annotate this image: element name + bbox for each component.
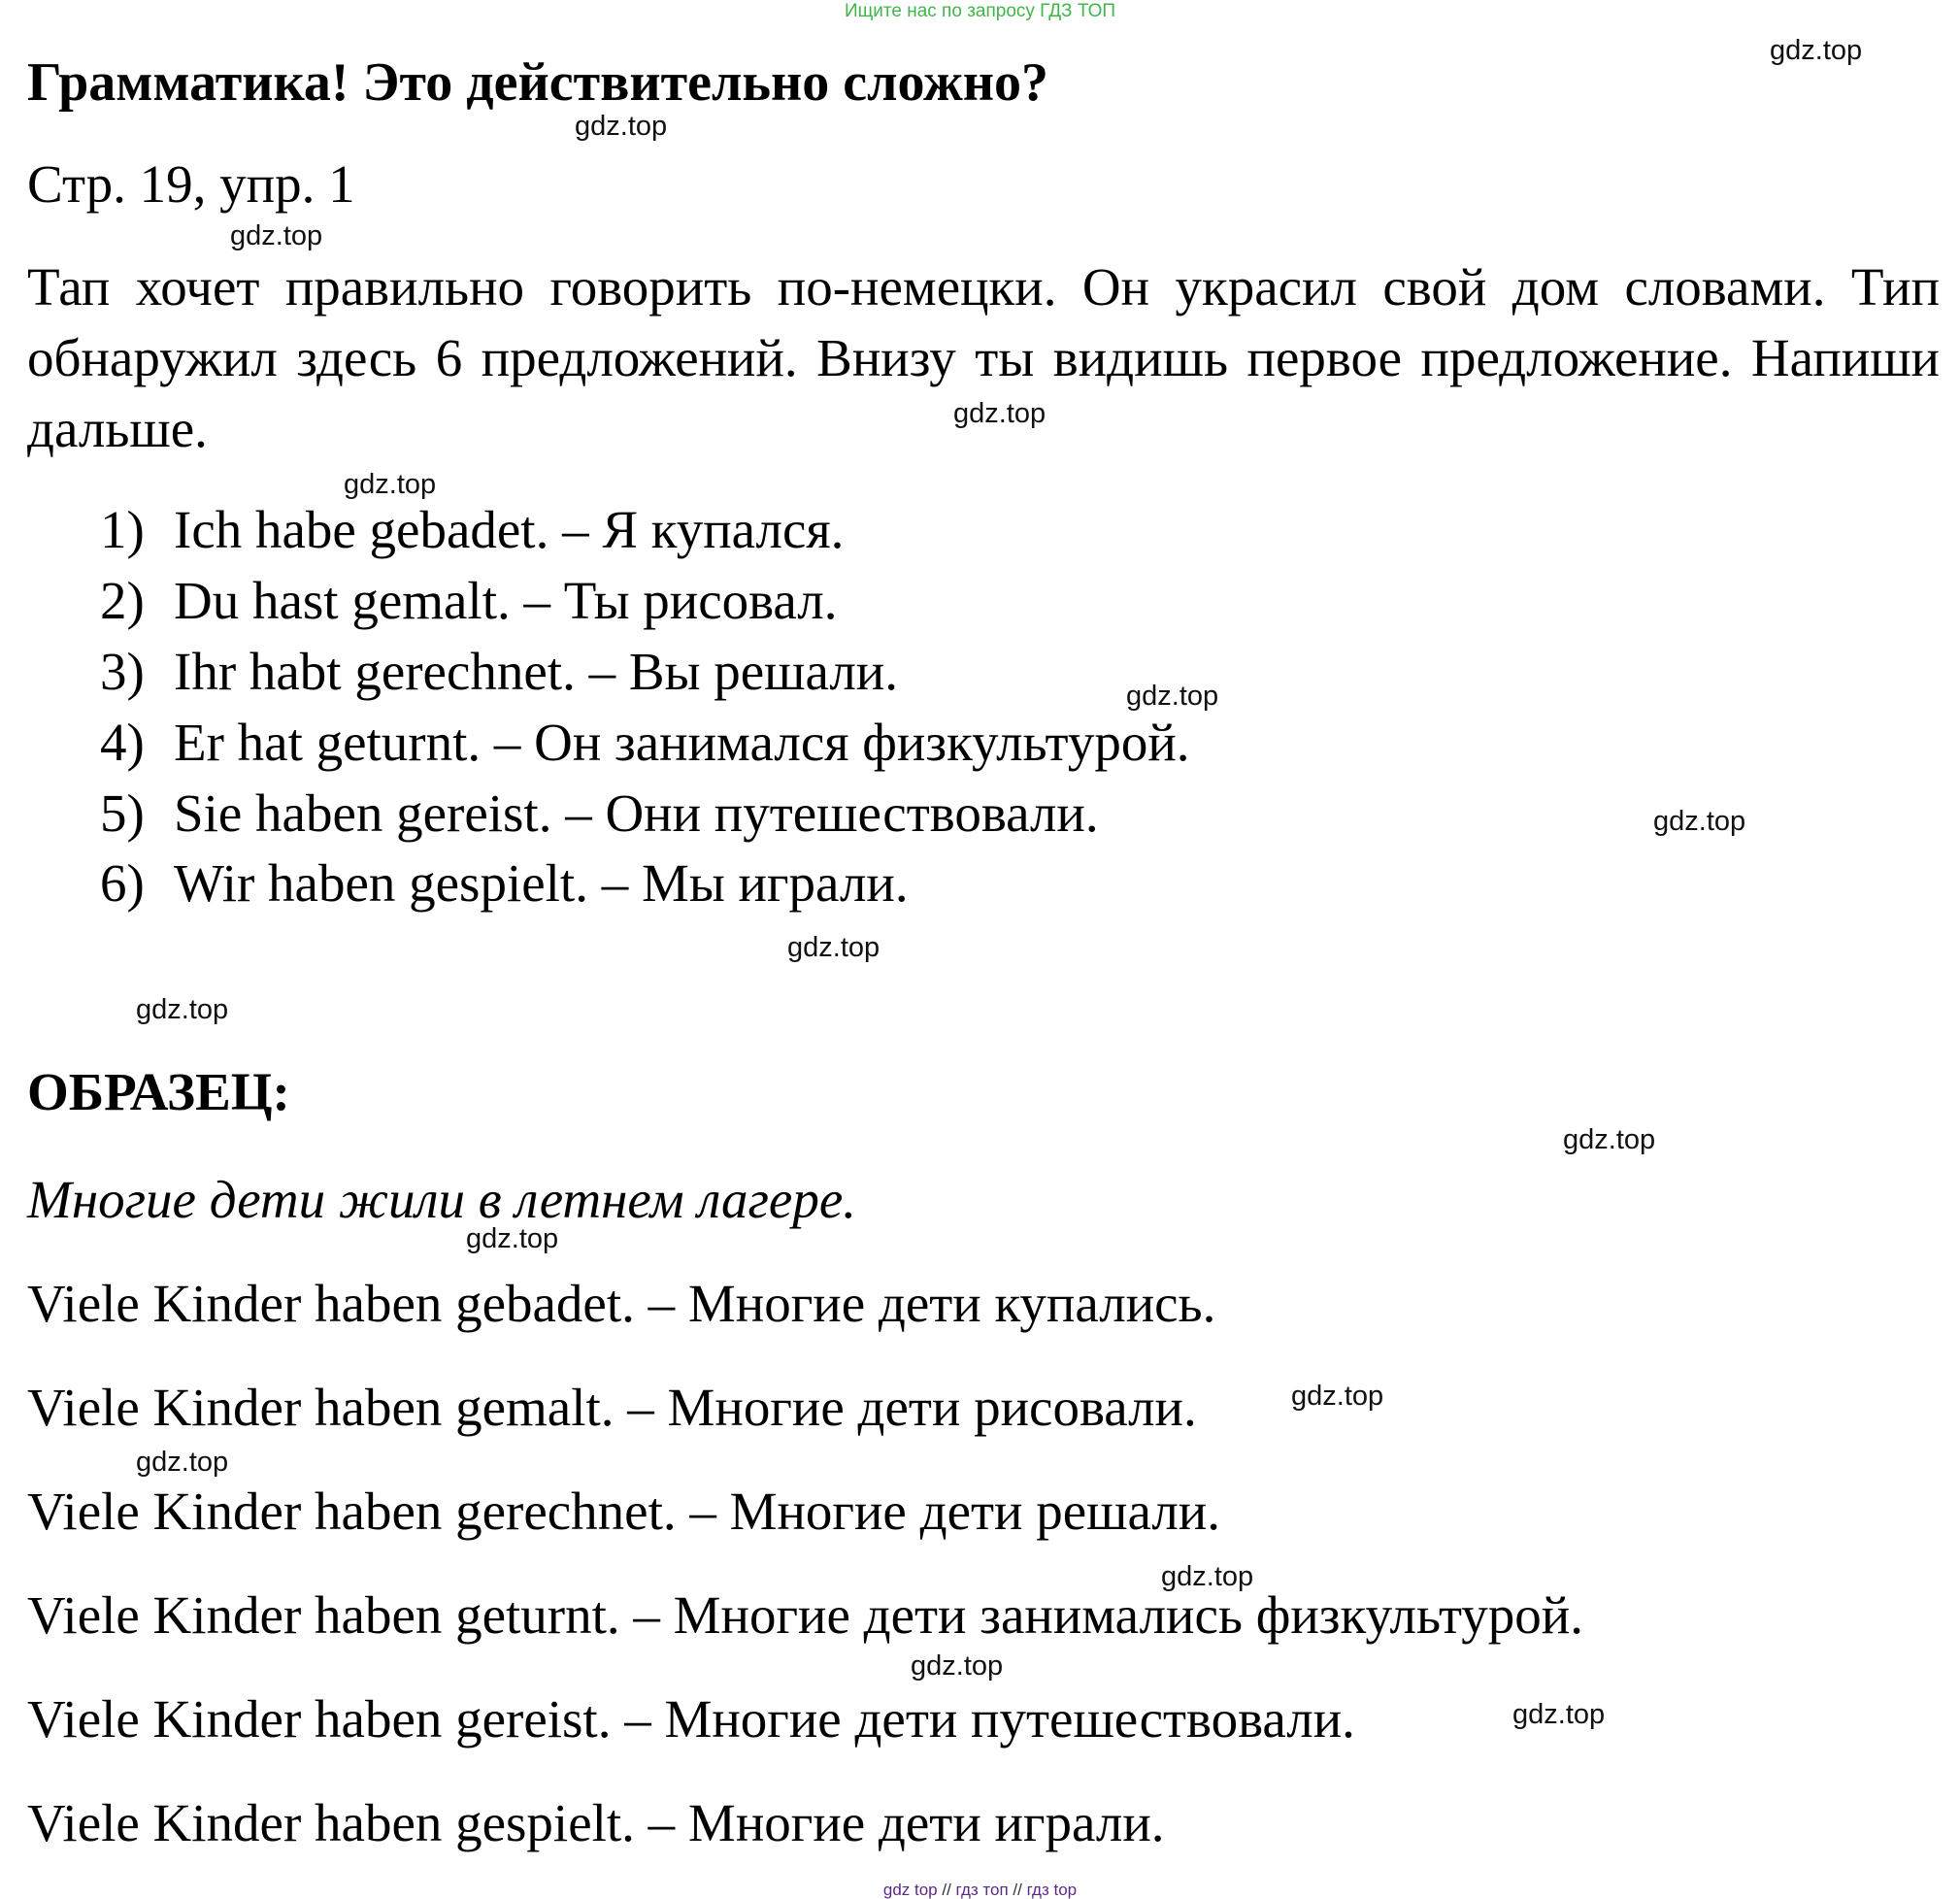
exercise-instructions: Тап хочет правильно говорить по-немецки. Он украсил свой дом словами. Тип обнаружил здесь 6 предложений. Внизу ты видишь первое предложение. Напиши дальше. — [27, 257, 1940, 458]
watermark: gdz.top — [1563, 1124, 1656, 1155]
watermark: gdz.top — [1653, 806, 1746, 837]
watermark: gdz.top — [1770, 35, 1863, 66]
watermark: gdz.top — [575, 111, 668, 142]
answer-line: Viele Kinder haben geturnt. – Многие дети занимались физкультурой. — [27, 1585, 1583, 1645]
watermark: gdz.top — [1126, 681, 1219, 712]
top-banner[interactable]: Ищите нас по запросу ГДЗ ТОП — [844, 1, 1116, 21]
list-item — [100, 642, 898, 701]
item-number: 4) — [100, 713, 145, 772]
watermark: gdz.top — [230, 220, 323, 251]
watermark: gdz.top — [787, 932, 880, 963]
item-text: Ihr habt gerechnet. – Вы решали. — [174, 642, 898, 701]
item-text: Wir haben gespielt. – Мы играли. — [174, 853, 909, 913]
watermark: gdz.top — [1161, 1561, 1254, 1592]
answer-line: Viele Kinder haben gebadet. – Многие дети купались. — [27, 1274, 1216, 1333]
item-text: Du hast gemalt. – Ты рисовал. — [174, 571, 838, 630]
item-text: Er hat geturnt. – Он занимался физкультурой. — [174, 713, 1190, 772]
watermark: gdz.top — [911, 1650, 1004, 1682]
list-item — [100, 500, 845, 559]
watermark: gdz.top — [1291, 1381, 1384, 1412]
sample-sentence: Многие дети жили в летнем лагере. — [27, 1170, 857, 1229]
watermark: gdz.top — [136, 994, 229, 1025]
footer-separator: // — [1013, 1881, 1022, 1899]
item-number: 1) — [100, 500, 145, 559]
item-text: Ich habe gebadet. – Я купался. — [174, 500, 845, 559]
item-number: 6) — [100, 853, 145, 913]
answer-line: Viele Kinder haben gereist. – Многие дети путешествовали. — [27, 1689, 1355, 1749]
watermark: gdz.top — [466, 1223, 559, 1254]
item-number: 5) — [100, 783, 145, 843]
exercise-reference: Стр. 19, упр. 1 — [27, 154, 355, 214]
footer-link[interactable]: гдз top — [1026, 1881, 1078, 1899]
answer-line: Viele Kinder haben gemalt. – Многие дети рисовали. — [27, 1378, 1197, 1437]
footer-links — [0, 1882, 1960, 1898]
list-item — [100, 853, 909, 913]
answer-line: Viele Kinder haben gespielt. – Многие дети играли. — [27, 1793, 1165, 1852]
footer-separator: // — [942, 1881, 951, 1899]
watermark: gdz.top — [136, 1447, 229, 1478]
item-text: Sie haben gereist. – Они путешествовали. — [174, 783, 1099, 843]
list-item — [100, 571, 838, 630]
footer-link[interactable]: gdz top — [882, 1881, 938, 1899]
page-title: Грамматика! Это действительно сложно? — [27, 52, 1049, 113]
list-item — [100, 713, 1190, 772]
list-item — [100, 783, 1099, 843]
item-number: 3) — [100, 642, 145, 701]
watermark: gdz.top — [344, 469, 437, 500]
item-number: 2) — [100, 571, 145, 630]
watermark: gdz.top — [1512, 1699, 1606, 1730]
sample-heading: ОБРАЗЕЦ: — [27, 1062, 290, 1121]
answer-line: Viele Kinder haben gerechnet. – Многие дети решали. — [27, 1482, 1220, 1541]
watermark: gdz.top — [953, 398, 1046, 429]
footer-link[interactable]: гдз топ — [955, 1881, 1009, 1899]
